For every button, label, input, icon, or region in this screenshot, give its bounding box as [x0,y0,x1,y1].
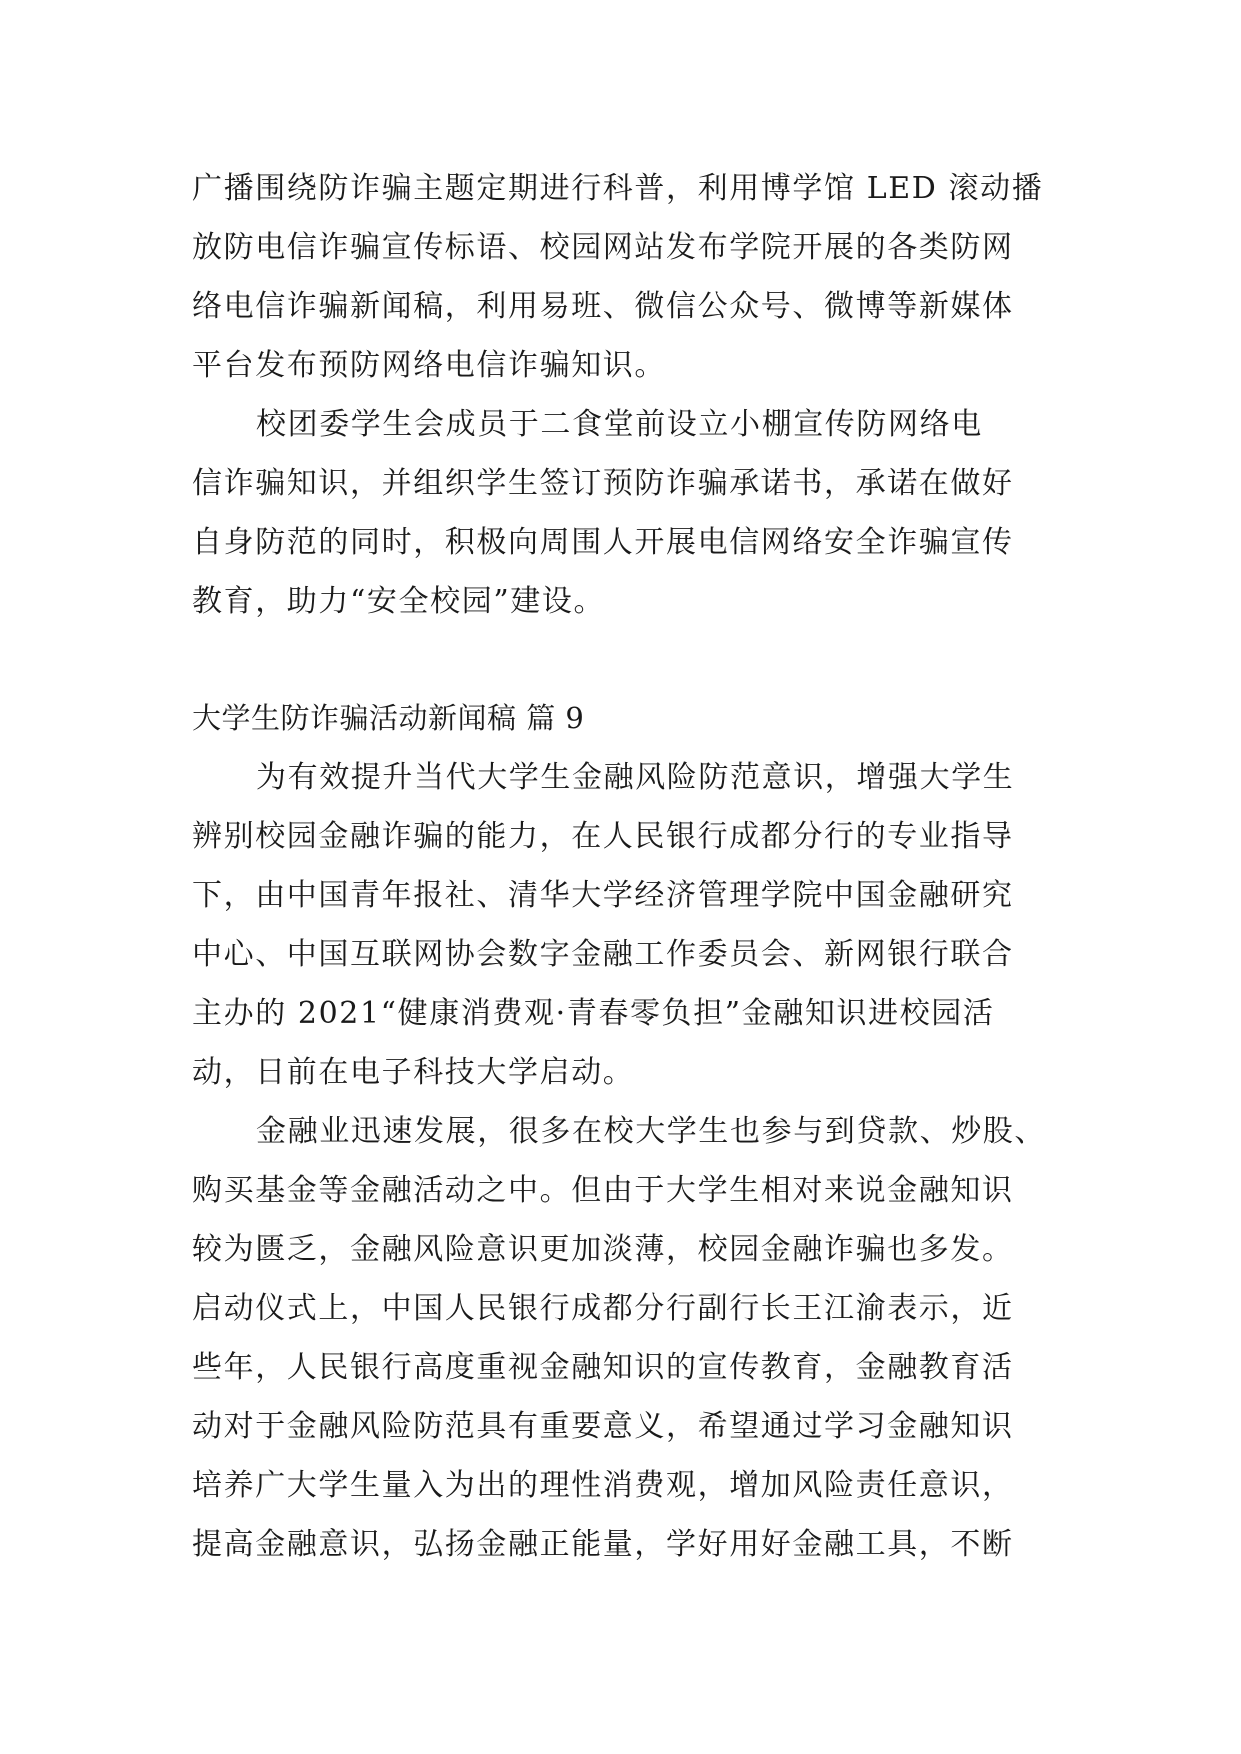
text-line: 下，由中国青年报社、清华大学经济管理学院中国金融研究 [192,878,1014,913]
text-line: 培养广大学生量入为出的理性消费观，增加风险责任意识， [192,1468,1014,1503]
text-line: 动对于金融风险防范具有重要意义，希望通过学习金融知识 [192,1409,1014,1444]
text-line: 自身防范的同时，积极向周围人开展电信网络安全诈骗宣传 [192,525,1014,560]
text-line: 信诈骗知识，并组织学生签订预防诈骗承诺书，承诺在做好 [192,466,1014,501]
text-line: 校团委学生会成员于二食堂前设立小棚宣传防网络电 [256,407,983,442]
text-line: 提高金融意识，弘扬金融正能量，学好用好金融工具，不断 [192,1527,1014,1562]
text-line: 平台发布预防网络电信诈骗知识。 [192,348,666,383]
text-line: 中心、中国互联网协会数字金融工作委员会、新网银行联合 [192,937,1014,972]
text-line: 金融业迅速发展，很多在校大学生也参与到贷款、炒股、 [256,1114,1046,1149]
document-body [192,159,1052,1574]
paragraph-1 [192,159,1052,395]
text-line: 些年，人民银行高度重视金融知识的宣传教育，金融教育活 [192,1350,1014,1385]
text-line: 络电信诈骗新闻稿，利用易班、微信公众号、微博等新媒体 [192,289,1014,324]
text-line: 动，日前在电子科技大学启动。 [192,1055,635,1090]
section-heading: 大学生防诈骗活动新闻稿 篇 9 [192,701,585,735]
paragraph-2 [192,395,1052,631]
paragraph-3 [192,748,1052,1102]
text-line: 辨别校园金融诈骗的能力，在人民银行成都分行的专业指导 [192,819,1014,854]
text-line: 放防电信诈骗宣传标语、校园网站发布学院开展的各类防网 [192,230,1014,265]
text-line: 启动仪式上，中国人民银行成都分行副行长王江渝表示，近 [192,1291,1014,1326]
text-line: 广播围绕防诈骗主题定期进行科普，利用博学馆 LED 滚动播 [192,171,1044,206]
text-line: 购买基金等金融活动之中。但由于大学生相对来说金融知识 [192,1173,1014,1208]
text-line: 教育，助力“安全校园”建设。 [192,584,606,619]
text-line: 为有效提升当代大学生金融风险防范意识，增强大学生 [256,760,1015,795]
paragraph-4 [192,1102,1052,1574]
text-line: 较为匮乏，金融风险意识更加淡薄，校园金融诈骗也多发。 [192,1232,1014,1267]
text-line: 主办的 2021“健康消费观·青春零负担”金融知识进校园活 [192,996,995,1031]
section-spacer [192,631,1052,689]
